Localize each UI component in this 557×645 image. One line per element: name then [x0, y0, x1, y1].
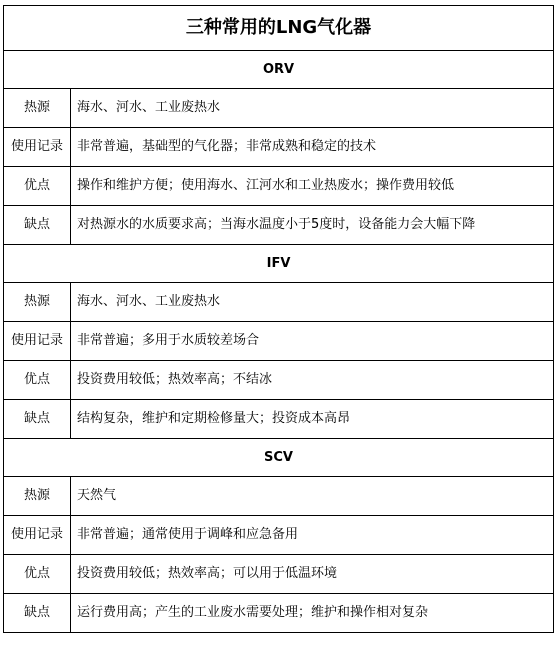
- table-row: [4, 594, 554, 633]
- table-row: [4, 477, 554, 516]
- row-label: 使用记录: [4, 128, 71, 167]
- row-value: 对热源水的水质要求高；当海水温度小于5度时，设备能力会大幅下降: [71, 206, 554, 245]
- table-row: [4, 361, 554, 400]
- row-label: 热源: [4, 89, 71, 128]
- table-row: [4, 206, 554, 245]
- row-value: 运行费用高；产生的工业废水需要处理；维护和操作相对复杂: [71, 594, 554, 633]
- row-value: 投资费用较低；热效率高；不结冰: [71, 361, 554, 400]
- section-title-orv: ORV: [4, 51, 554, 89]
- section-title-ifv: IFV: [4, 245, 554, 283]
- table-row: [4, 555, 554, 594]
- row-label: 热源: [4, 477, 71, 516]
- row-value: 操作和维护方便；使用海水、江河水和工业热废水；操作费用较低: [71, 167, 554, 206]
- table-row: [4, 89, 554, 128]
- section-row-orv: [4, 51, 554, 89]
- row-label: 缺点: [4, 400, 71, 439]
- row-value: 天然气: [71, 477, 554, 516]
- table-row: [4, 322, 554, 361]
- row-label: 使用记录: [4, 516, 71, 555]
- row-value: 结构复杂，维护和定期检修量大；投资成本高昂: [71, 400, 554, 439]
- row-value: 海水、河水、工业废热水: [71, 89, 554, 128]
- row-value: 海水、河水、工业废热水: [71, 283, 554, 322]
- section-title-scv: SCV: [4, 439, 554, 477]
- comparison-table-frame: [3, 5, 553, 633]
- row-label: 优点: [4, 167, 71, 206]
- table-row: [4, 283, 554, 322]
- row-value: 非常普遍，基础型的气化器；非常成熟和稳定的技术: [71, 128, 554, 167]
- row-value: 投资费用较低；热效率高；可以用于低温环境: [71, 555, 554, 594]
- section-row-ifv: [4, 245, 554, 283]
- row-label: 优点: [4, 555, 71, 594]
- row-label: 优点: [4, 361, 71, 400]
- row-label: 缺点: [4, 594, 71, 633]
- section-row-scv: [4, 439, 554, 477]
- table-row: [4, 167, 554, 206]
- table-row: [4, 516, 554, 555]
- row-value: 非常普遍；通常使用于调峰和应急备用: [71, 516, 554, 555]
- row-label: 热源: [4, 283, 71, 322]
- row-value: 非常普遍；多用于水质较差场合: [71, 322, 554, 361]
- table-title: 三种常用的LNG气化器: [4, 6, 554, 51]
- row-label: 缺点: [4, 206, 71, 245]
- title-row: [4, 6, 554, 51]
- lng-vaporizer-table: [3, 5, 554, 633]
- table-row: [4, 400, 554, 439]
- table-row: [4, 128, 554, 167]
- row-label: 使用记录: [4, 322, 71, 361]
